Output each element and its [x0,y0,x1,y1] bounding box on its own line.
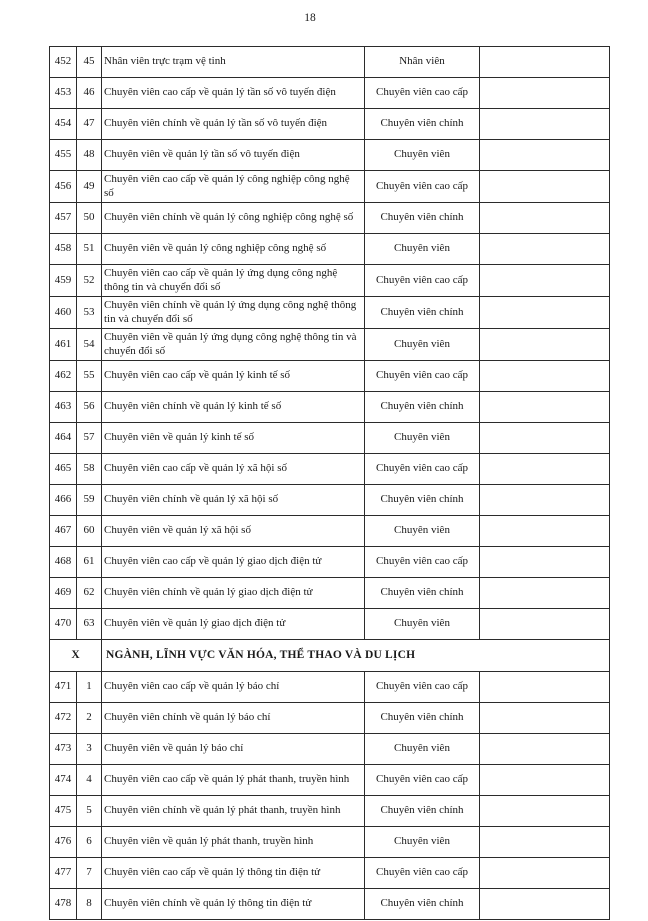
table-row [50,171,610,203]
row-sub-number-cell: 47 [77,109,102,140]
rank-cell: Chuyên viên [365,423,480,454]
row-number-cell: 478 [50,889,77,920]
position-title-cell: Chuyên viên cao cấp về quản lý giao dịch điện tử [102,547,365,578]
note-cell [480,827,610,858]
row-sub-number-cell: 63 [77,609,102,640]
rank-cell: Chuyên viên cao cấp [365,78,480,109]
row-number-cell: 457 [50,203,77,234]
row-sub-number-cell: 4 [77,765,102,796]
row-sub-number-cell: 53 [77,297,102,329]
rank-cell: Chuyên viên cao cấp [365,171,480,203]
table-row [50,516,610,547]
note-cell [480,765,610,796]
row-sub-number-cell: 58 [77,454,102,485]
row-sub-number-cell: 6 [77,827,102,858]
row-number-cell: 461 [50,329,77,361]
row-sub-number-cell: 1 [77,672,102,703]
note-cell [480,423,610,454]
position-title-cell: Chuyên viên về quản lý giao dịch điện tử [102,609,365,640]
row-sub-number-cell: 62 [77,578,102,609]
table-row [50,109,610,140]
row-number-cell: 472 [50,703,77,734]
note-cell [480,140,610,171]
table-row [50,78,610,109]
row-sub-number-cell: 60 [77,516,102,547]
rank-cell: Chuyên viên chính [365,392,480,423]
table-row [50,203,610,234]
row-sub-number-cell: 57 [77,423,102,454]
table-row [50,796,610,827]
row-number-cell: 453 [50,78,77,109]
note-cell [480,47,610,78]
note-cell [480,234,610,265]
row-number-cell: 468 [50,547,77,578]
note-cell [480,485,610,516]
position-title-cell: Chuyên viên chính về quản lý thông tin điện tử [102,889,365,920]
rank-cell: Chuyên viên chính [365,578,480,609]
table-row [50,392,610,423]
page-number: 18 [304,12,316,24]
row-number-cell: 471 [50,672,77,703]
table-row [50,485,610,516]
row-number-cell: 465 [50,454,77,485]
rank-cell: Chuyên viên cao cấp [365,265,480,297]
row-sub-number-cell: 48 [77,140,102,171]
row-sub-number-cell: 56 [77,392,102,423]
position-title-cell: Chuyên viên cao cấp về quản lý thông tin điện tử [102,858,365,889]
rank-cell: Chuyên viên chính [365,297,480,329]
position-title-cell: Chuyên viên cao cấp về quản lý xã hội số [102,454,365,485]
position-title-cell: Chuyên viên chính về quản lý ứng dụng công nghệ thông tin và chuyển đổi số [102,297,365,329]
table-row [50,454,610,485]
row-number-cell: 452 [50,47,77,78]
row-number-cell: 475 [50,796,77,827]
row-sub-number-cell: 8 [77,889,102,920]
row-number-cell: 454 [50,109,77,140]
note-cell [480,297,610,329]
row-number-cell: 462 [50,361,77,392]
note-cell [480,78,610,109]
rank-cell: Chuyên viên [365,827,480,858]
rank-cell: Chuyên viên cao cấp [365,454,480,485]
note-cell [480,796,610,827]
row-sub-number-cell: 49 [77,171,102,203]
rank-cell: Chuyên viên chính [365,485,480,516]
position-title-cell: Chuyên viên về quản lý ứng dụng công nghệ thông tin và chuyển đổi số [102,329,365,361]
note-cell [480,734,610,765]
row-number-cell: 466 [50,485,77,516]
rank-cell: Chuyên viên [365,734,480,765]
table-row [50,889,610,920]
rank-cell: Chuyên viên cao cấp [365,858,480,889]
position-title-cell: Chuyên viên chính về quản lý giao dịch điện tử [102,578,365,609]
position-title-cell: Chuyên viên cao cấp về quản lý tần số vô tuyến điện [102,78,365,109]
position-title-cell: Chuyên viên cao cấp về quản lý phát thanh, truyền hình [102,765,365,796]
note-cell [480,361,610,392]
position-title-cell: Chuyên viên về quản lý báo chí [102,734,365,765]
position-title-cell: Chuyên viên chính về quản lý công nghiệp công nghệ số [102,203,365,234]
position-title-cell: Chuyên viên về quản lý tần số vô tuyến điện [102,140,365,171]
row-number-cell: 456 [50,171,77,203]
rank-cell: Chuyên viên [365,234,480,265]
position-title-cell: Chuyên viên cao cấp về quản lý kinh tế số [102,361,365,392]
row-sub-number-cell: 55 [77,361,102,392]
rank-cell: Chuyên viên chính [365,703,480,734]
row-sub-number-cell: 46 [77,78,102,109]
table-row [50,765,610,796]
rank-cell: Chuyên viên [365,516,480,547]
note-cell [480,516,610,547]
position-title-cell: Chuyên viên cao cấp về quản lý báo chí [102,672,365,703]
rank-cell: Chuyên viên chính [365,796,480,827]
note-cell [480,547,610,578]
note-cell [480,609,610,640]
section-number-cell: X [50,640,102,672]
rank-cell: Chuyên viên cao cấp [365,361,480,392]
rank-cell: Chuyên viên chính [365,203,480,234]
row-number-cell: 458 [50,234,77,265]
table-row [50,609,610,640]
table-row [50,672,610,703]
row-number-cell: 455 [50,140,77,171]
rank-cell: Chuyên viên cao cấp [365,765,480,796]
section-header-row [50,640,610,672]
table-row [50,234,610,265]
table-row [50,827,610,858]
row-number-cell: 464 [50,423,77,454]
note-cell [480,109,610,140]
note-cell [480,889,610,920]
row-number-cell: 460 [50,297,77,329]
position-title-cell: Chuyên viên cao cấp về quản lý công nghiệp công nghệ số [102,171,365,203]
row-number-cell: 470 [50,609,77,640]
rank-cell: Chuyên viên [365,140,480,171]
position-title-cell: Chuyên viên về quản lý công nghiệp công nghệ số [102,234,365,265]
row-sub-number-cell: 45 [77,47,102,78]
rank-cell: Chuyên viên chính [365,109,480,140]
note-cell [480,672,610,703]
table-row [50,329,610,361]
row-number-cell: 477 [50,858,77,889]
note-cell [480,703,610,734]
table-row [50,297,610,329]
position-title-cell: Chuyên viên chính về quản lý xã hội số [102,485,365,516]
row-number-cell: 473 [50,734,77,765]
position-title-cell: Nhân viên trực trạm vệ tinh [102,47,365,78]
row-sub-number-cell: 61 [77,547,102,578]
rank-cell: Chuyên viên [365,609,480,640]
position-title-cell: Chuyên viên chính về quản lý kinh tế số [102,392,365,423]
row-sub-number-cell: 2 [77,703,102,734]
row-number-cell: 474 [50,765,77,796]
position-title-cell: Chuyên viên về quản lý phát thanh, truyền hình [102,827,365,858]
row-sub-number-cell: 3 [77,734,102,765]
position-title-cell: Chuyên viên chính về quản lý tần số vô tuyến điện [102,109,365,140]
positions-table-body [50,47,610,920]
row-sub-number-cell: 54 [77,329,102,361]
table-row [50,578,610,609]
row-number-cell: 463 [50,392,77,423]
row-sub-number-cell: 7 [77,858,102,889]
position-title-cell: Chuyên viên về quản lý xã hội số [102,516,365,547]
table-row [50,547,610,578]
note-cell [480,454,610,485]
position-title-cell: Chuyên viên chính về quản lý báo chí [102,703,365,734]
positions-table [49,46,610,920]
position-title-cell: Chuyên viên chính về quản lý phát thanh, truyền hình [102,796,365,827]
rank-cell: Chuyên viên chính [365,889,480,920]
row-sub-number-cell: 50 [77,203,102,234]
rank-cell: Chuyên viên cao cấp [365,547,480,578]
row-number-cell: 476 [50,827,77,858]
note-cell [480,203,610,234]
row-number-cell: 459 [50,265,77,297]
table-row [50,423,610,454]
table-row [50,265,610,297]
table-row [50,703,610,734]
note-cell [480,265,610,297]
row-sub-number-cell: 59 [77,485,102,516]
section-title-cell: NGÀNH, LĨNH VỰC VĂN HÓA, THỂ THAO VÀ DU LỊCH [102,640,610,672]
note-cell [480,578,610,609]
position-title-cell: Chuyên viên cao cấp về quản lý ứng dụng công nghệ thông tin và chuyển đổi số [102,265,365,297]
row-number-cell: 467 [50,516,77,547]
row-sub-number-cell: 52 [77,265,102,297]
note-cell [480,858,610,889]
row-number-cell: 469 [50,578,77,609]
rank-cell: Chuyên viên cao cấp [365,672,480,703]
row-sub-number-cell: 5 [77,796,102,827]
note-cell [480,329,610,361]
note-cell [480,392,610,423]
table-row [50,858,610,889]
rank-cell: Nhân viên [365,47,480,78]
table-row [50,47,610,78]
row-sub-number-cell: 51 [77,234,102,265]
table-row [50,140,610,171]
note-cell [480,171,610,203]
table-row [50,734,610,765]
position-title-cell: Chuyên viên về quản lý kinh tế số [102,423,365,454]
table-row [50,361,610,392]
rank-cell: Chuyên viên [365,329,480,361]
